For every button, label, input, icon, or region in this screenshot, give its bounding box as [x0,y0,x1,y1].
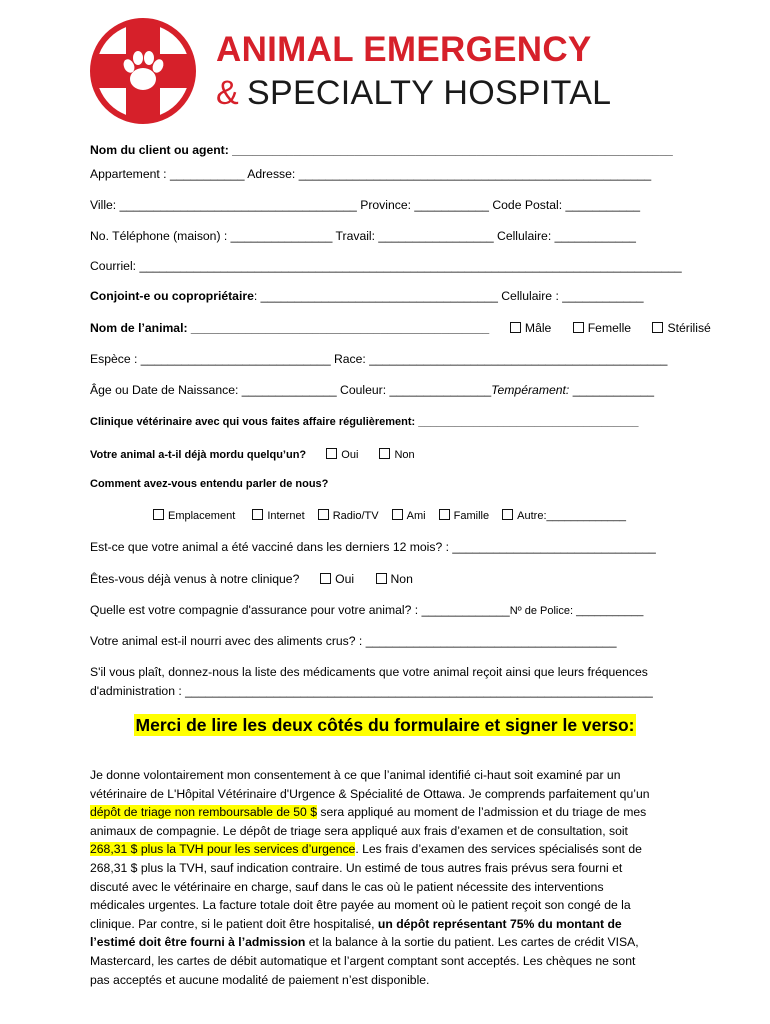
consent-text: clinique. Par contre, si le patient doit être hospitalisé, [90,916,378,931]
referral-option-label: Ami [406,510,426,522]
bite-option-no[interactable] [379,448,414,461]
checkbox-icon [502,509,513,520]
insurance-field: Quelle est votre compagnie d'assurance pour votre animal? : _____________ [90,603,510,617]
read-both-sides-banner [0,715,770,736]
consent-text: sera appliqué au moment de l’admission et du triage de mes [317,805,647,820]
animal-name-row [90,321,729,335]
checkbox-icon [153,509,164,520]
species-field[interactable]: Espèce : ____________________________ Race: ____________________________________________ [90,352,668,366]
bite-row [90,448,433,461]
sex-option-sterilized[interactable] [652,321,710,335]
referral-options [153,509,626,522]
hospital-header [88,16,688,126]
insurance-row[interactable] [90,603,643,617]
checkbox-icon [318,509,329,520]
consent-line [90,933,690,952]
checkbox-icon [320,573,331,584]
sex-option-female[interactable] [573,321,631,335]
policy-number-field: Nº de Police: ___________ [509,605,644,617]
clinic-field[interactable]: Clinique vétérinaire avec qui vous faites affaire régulièrement: ____________________________________ [90,416,639,428]
referral-option-label: Famille [453,510,490,522]
co-owner-blank: : ___________________________________ Cellulaire : ____________ [253,289,644,303]
consent-line [90,915,690,934]
phone-field[interactable]: No. Téléphone (maison) : _______________ Travail: _________________ Cellulaire: ____________ [90,229,636,243]
brand-line-2 [216,74,611,113]
bite-option-yes[interactable] [326,448,358,461]
checkbox-icon [252,509,263,520]
referral-option-family[interactable] [439,509,489,522]
vaccine-field[interactable]: Est-ce que votre animal a été vacciné dans les derniers 12 mois? : ______________________________ [90,540,656,554]
consent-line: vétérinaire de L'Hôpital Vétérinaire d'Urgence & Spécialité de Ottawa. Je comprends parfaitement qu’un [90,786,650,801]
sex-option-label: Mâle [524,321,552,335]
referral-option-label: Internet [267,510,305,522]
temperament-blank: ____________ [569,383,655,397]
triage-deposit-highlight: dépôt de triage non remboursable de 50 $ [90,805,317,820]
raw-food-field[interactable]: Votre animal est-il nourri avec des aliments crus? : _____________________________________ [90,634,617,648]
email-field[interactable]: Courriel: ________________________________________________________________________________ [90,259,682,273]
consent-line: médicales urgentes. La facture totale doit être payée au moment où le patient reçoit son congé de la [90,898,631,913]
consent-line: Je donne volontairement mon consentement à ce que l’animal identifié ci-haut soit examiné par un [90,768,621,782]
consent-line: animaux de compagnie. Le dépôt de triage sera appliqué aux frais d’examen et de consultation, soit [90,823,628,838]
co-owner-field[interactable] [90,289,644,303]
consent-line: pas acceptés et aucune modalité de paiement n’est disponible. [90,972,430,987]
previous-visit-yes[interactable] [320,572,354,586]
sex-option-male[interactable] [510,321,551,335]
bite-question: Votre animal a-t-il déjà mordu quelqu’un? [90,449,307,461]
consent-line [90,803,690,822]
previous-visit-label: Oui [335,572,355,586]
consent-line: discuté avec le vétérinaire en charge, sauf dans le cas où le patient nécessite des interventions [90,879,604,894]
consent-paragraph [90,766,690,989]
referral-option-other[interactable] [502,509,626,522]
previous-visit-question: Êtes-vous déjà venus à notre clinique? [90,572,300,586]
medications-line-1: S'il vous plaît, donnez-nous la liste des médicaments que votre animal reçoit ainsi que leurs fréquences [90,665,648,679]
deposit-bold-text: un dépôt représentant 75% du montant de [377,916,622,931]
referral-option-label: Autre:_____________ [517,510,627,522]
referral-option-friend[interactable] [392,509,426,522]
checkbox-icon [379,448,390,459]
bite-option-label: Non [394,449,415,461]
consent-text: et la balance à la sortie du patient. Les cartes de crédit VISA, [305,935,639,950]
consent-line: 268,31 $ plus la TVH, sauf indication contraire. Un estimé de tous autres frais prévus sera fourni et [90,860,623,875]
checkbox-icon [326,448,337,459]
age-row[interactable] [90,383,654,397]
co-owner-label: Conjoint-e ou copropriétaire [90,289,254,303]
banner-text: Merci de lire les deux côtés du formulaire et signer le verso: [135,715,635,735]
red-cross-paw-logo [88,16,198,126]
brand-ampersand: & [216,74,239,112]
referral-option-radio-tv[interactable] [318,509,379,522]
deposit-bold-text: l’estimé doit être fourni à l’admission [90,935,306,950]
sex-option-label: Stérilisé [667,321,711,335]
emergency-fee-highlight: 268,31 $ plus la TVH pour les services d’urgence [90,842,356,857]
consent-line: Mastercard, les cartes de débit automatique et l’argent comptant sont acceptés. Les chèques ne sont [90,953,636,968]
brand-line-1: ANIMAL EMERGENCY [216,30,592,69]
referral-option-label: Radio/TV [332,510,379,522]
brand-line-2-text: SPECIALTY HOSPITAL [246,74,612,112]
address-field[interactable]: Appartement : ___________ Adresse: ____________________________________________________ [90,167,652,181]
consent-text: . Les frais d’examen des services spécialisés sont de [355,842,642,857]
sex-option-label: Femelle [587,321,632,335]
checkbox-icon [510,322,521,333]
medications-field[interactable]: d'administration : _____________________________________________________________________ [90,684,653,698]
checkbox-icon [392,509,403,520]
referral-option-location[interactable] [153,509,235,522]
animal-name-field[interactable]: Nom de l’animal: ____________________________________________ [90,321,490,335]
city-field[interactable]: Ville: ___________________________________ Province: ___________ Code Postal: ___________ [90,198,641,212]
referral-option-internet[interactable] [252,509,304,522]
checkbox-icon [652,322,663,333]
checkbox-icon [439,509,450,520]
checkbox-icon [573,322,584,333]
age-color-field: Âge ou Date de Naissance: ______________ Couleur: _______________ [90,383,492,397]
previous-visit-row [90,572,431,586]
checkbox-icon [376,573,387,584]
consent-line [90,840,690,859]
previous-visit-label: Non [390,572,413,586]
client-name-field[interactable]: Nom du client ou agent: _________________________________________________________________ [90,143,673,157]
referral-option-label: Emplacement [168,510,236,522]
referral-question: Comment avez-vous entendu parler de nous? [90,478,329,490]
bite-option-label: Oui [341,449,359,461]
previous-visit-no[interactable] [376,572,413,586]
temperament-label: Tempérament: [491,383,570,397]
